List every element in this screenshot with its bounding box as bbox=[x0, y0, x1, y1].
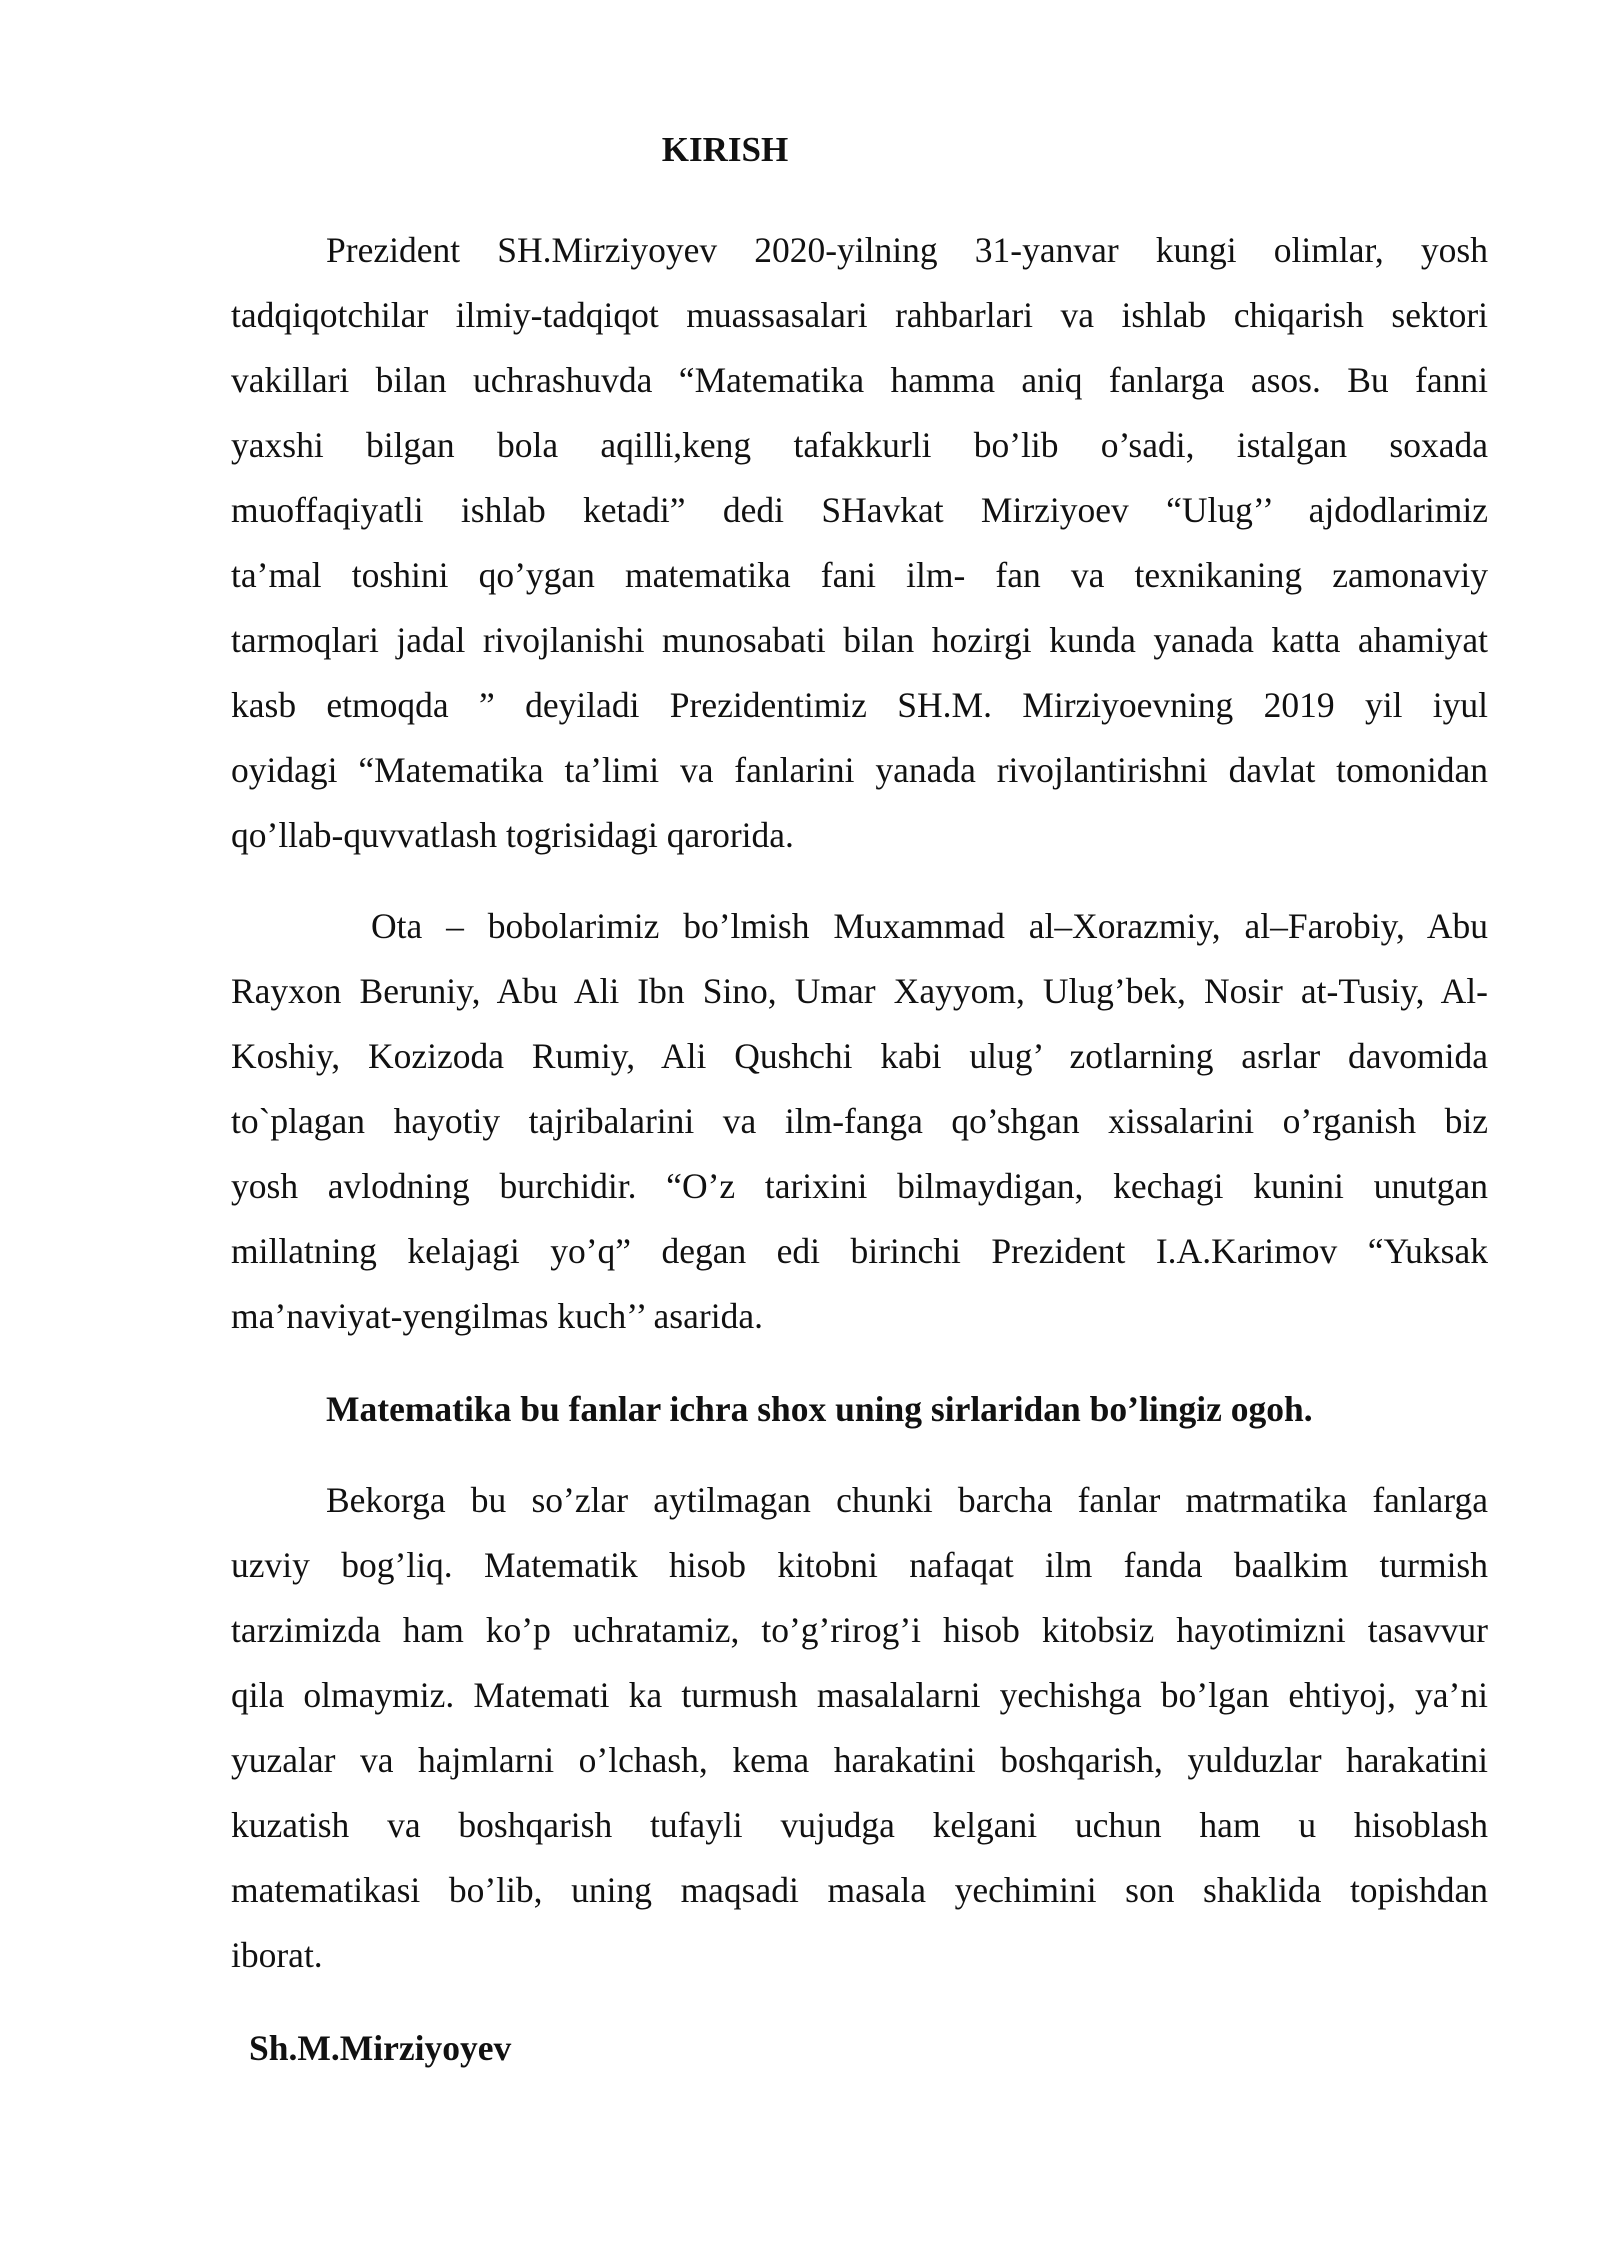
paragraph-line: to`plagan hayotiy tajribalarini va ilm-fanga qo’shgan xissalarini o’rganish biz bbox=[231, 1101, 1488, 1141]
paragraph-line: millatning kelajagi yo’q” degan edi birinchi Prezident I.A.Karimov “Yuksak bbox=[231, 1231, 1488, 1271]
paragraph-line: vakillari bilan uchrashuvda “Matematika hamma aniq fanlarga asos. Bu fanni bbox=[231, 360, 1488, 400]
paragraph-line: muoffaqiyatli ishlab ketadi” dedi SHavkat Mirziyoev “Ulug’’ ajdodlarimiz bbox=[231, 490, 1488, 530]
paragraph-line: Koshiy, Kozizoda Rumiy, Ali Qushchi kabi ulug’ zotlarning asrlar davomida bbox=[231, 1036, 1488, 1076]
paragraph-line: tadqiqotchilar ilmiy-tadqiqot muassasalari rahbarlari va ishlab chiqarish sektori bbox=[231, 295, 1488, 335]
signature: Sh.M.Mirziyoyev bbox=[249, 2028, 512, 2068]
paragraph-line: qo’llab-quvvatlash togrisidagi qarorida. bbox=[231, 815, 794, 855]
paragraph-line: Bekorga bu so’zlar aytilmagan chunki barcha fanlar matrmatika fanlarga bbox=[326, 1480, 1488, 1520]
paragraph-line: yaxshi bilgan bola aqilli,keng tafakkurli bo’lib o’sadi, istalgan soxada bbox=[231, 425, 1488, 465]
page-title: KIRISH bbox=[661, 130, 789, 169]
paragraph-line: qila olmaymiz. Matemati ka turmush masalalarni yechishga bo’lgan ehtiyoj, ya’ni bbox=[231, 1675, 1488, 1715]
paragraph-line: tarzimizda ham ko’p uchratamiz, to’g’rirog’i hisob kitobsiz hayotimizni tasavvur bbox=[231, 1610, 1488, 1650]
paragraph-line: oyidagi “Matematika ta’limi va fanlarini yanada rivojlantirishni davlat tomonidan bbox=[231, 750, 1488, 790]
paragraph-line: kasb etmoqda ” deyiladi Prezidentimiz SH.M. Mirziyoevning 2019 yil iyul bbox=[231, 685, 1488, 725]
paragraph-line: matematikasi bo’lib, uning maqsadi masala yechimini son shaklida topishdan bbox=[231, 1870, 1488, 1910]
paragraph-line: uzviy bog’liq. Matematik hisob kitobni nafaqat ilm fanda baalkim turmish bbox=[231, 1545, 1488, 1585]
paragraph-line: ta’mal toshini qo’ygan matematika fani ilm- fan va texnikaning zamonaviy bbox=[231, 555, 1488, 595]
paragraph-line: Rayxon Beruniy, Abu Ali Ibn Sino, Umar Xayyom, Ulug’bek, Nosir at-Tusiy, Al- bbox=[231, 971, 1488, 1011]
paragraph-line: kuzatish va boshqarish tufayli vujudga kelgani uchun ham u hisoblash bbox=[231, 1805, 1488, 1845]
paragraph-line: ma’naviyat-yengilmas kuch’’ asarida. bbox=[231, 1296, 763, 1336]
bold-quote: Matematika bu fanlar ichra shox uning sirlaridan bo’lingiz ogoh. bbox=[326, 1389, 1313, 1429]
paragraph-line: yosh avlodning burchidir. “O’z tarixini bilmaydigan, kechagi kunini unutgan bbox=[231, 1166, 1488, 1206]
paragraph-line: Prezident SH.Mirziyoyev 2020-yilning 31-yanvar kungi olimlar, yosh bbox=[326, 230, 1488, 270]
paragraph-line: tarmoqlari jadal rivojlanishi munosabati bilan hozirgi kunda yanada katta ahamiyat bbox=[231, 620, 1488, 660]
paragraph-line: yuzalar va hajmlarni o’lchash, kema harakatini boshqarish, yulduzlar harakatini bbox=[231, 1740, 1488, 1780]
paragraph-line: Ota – bobolarimiz bo’lmish Muxammad al–Xorazmiy, al–Farobiy, Abu bbox=[371, 906, 1488, 946]
paragraph-line: iborat. bbox=[231, 1935, 323, 1975]
